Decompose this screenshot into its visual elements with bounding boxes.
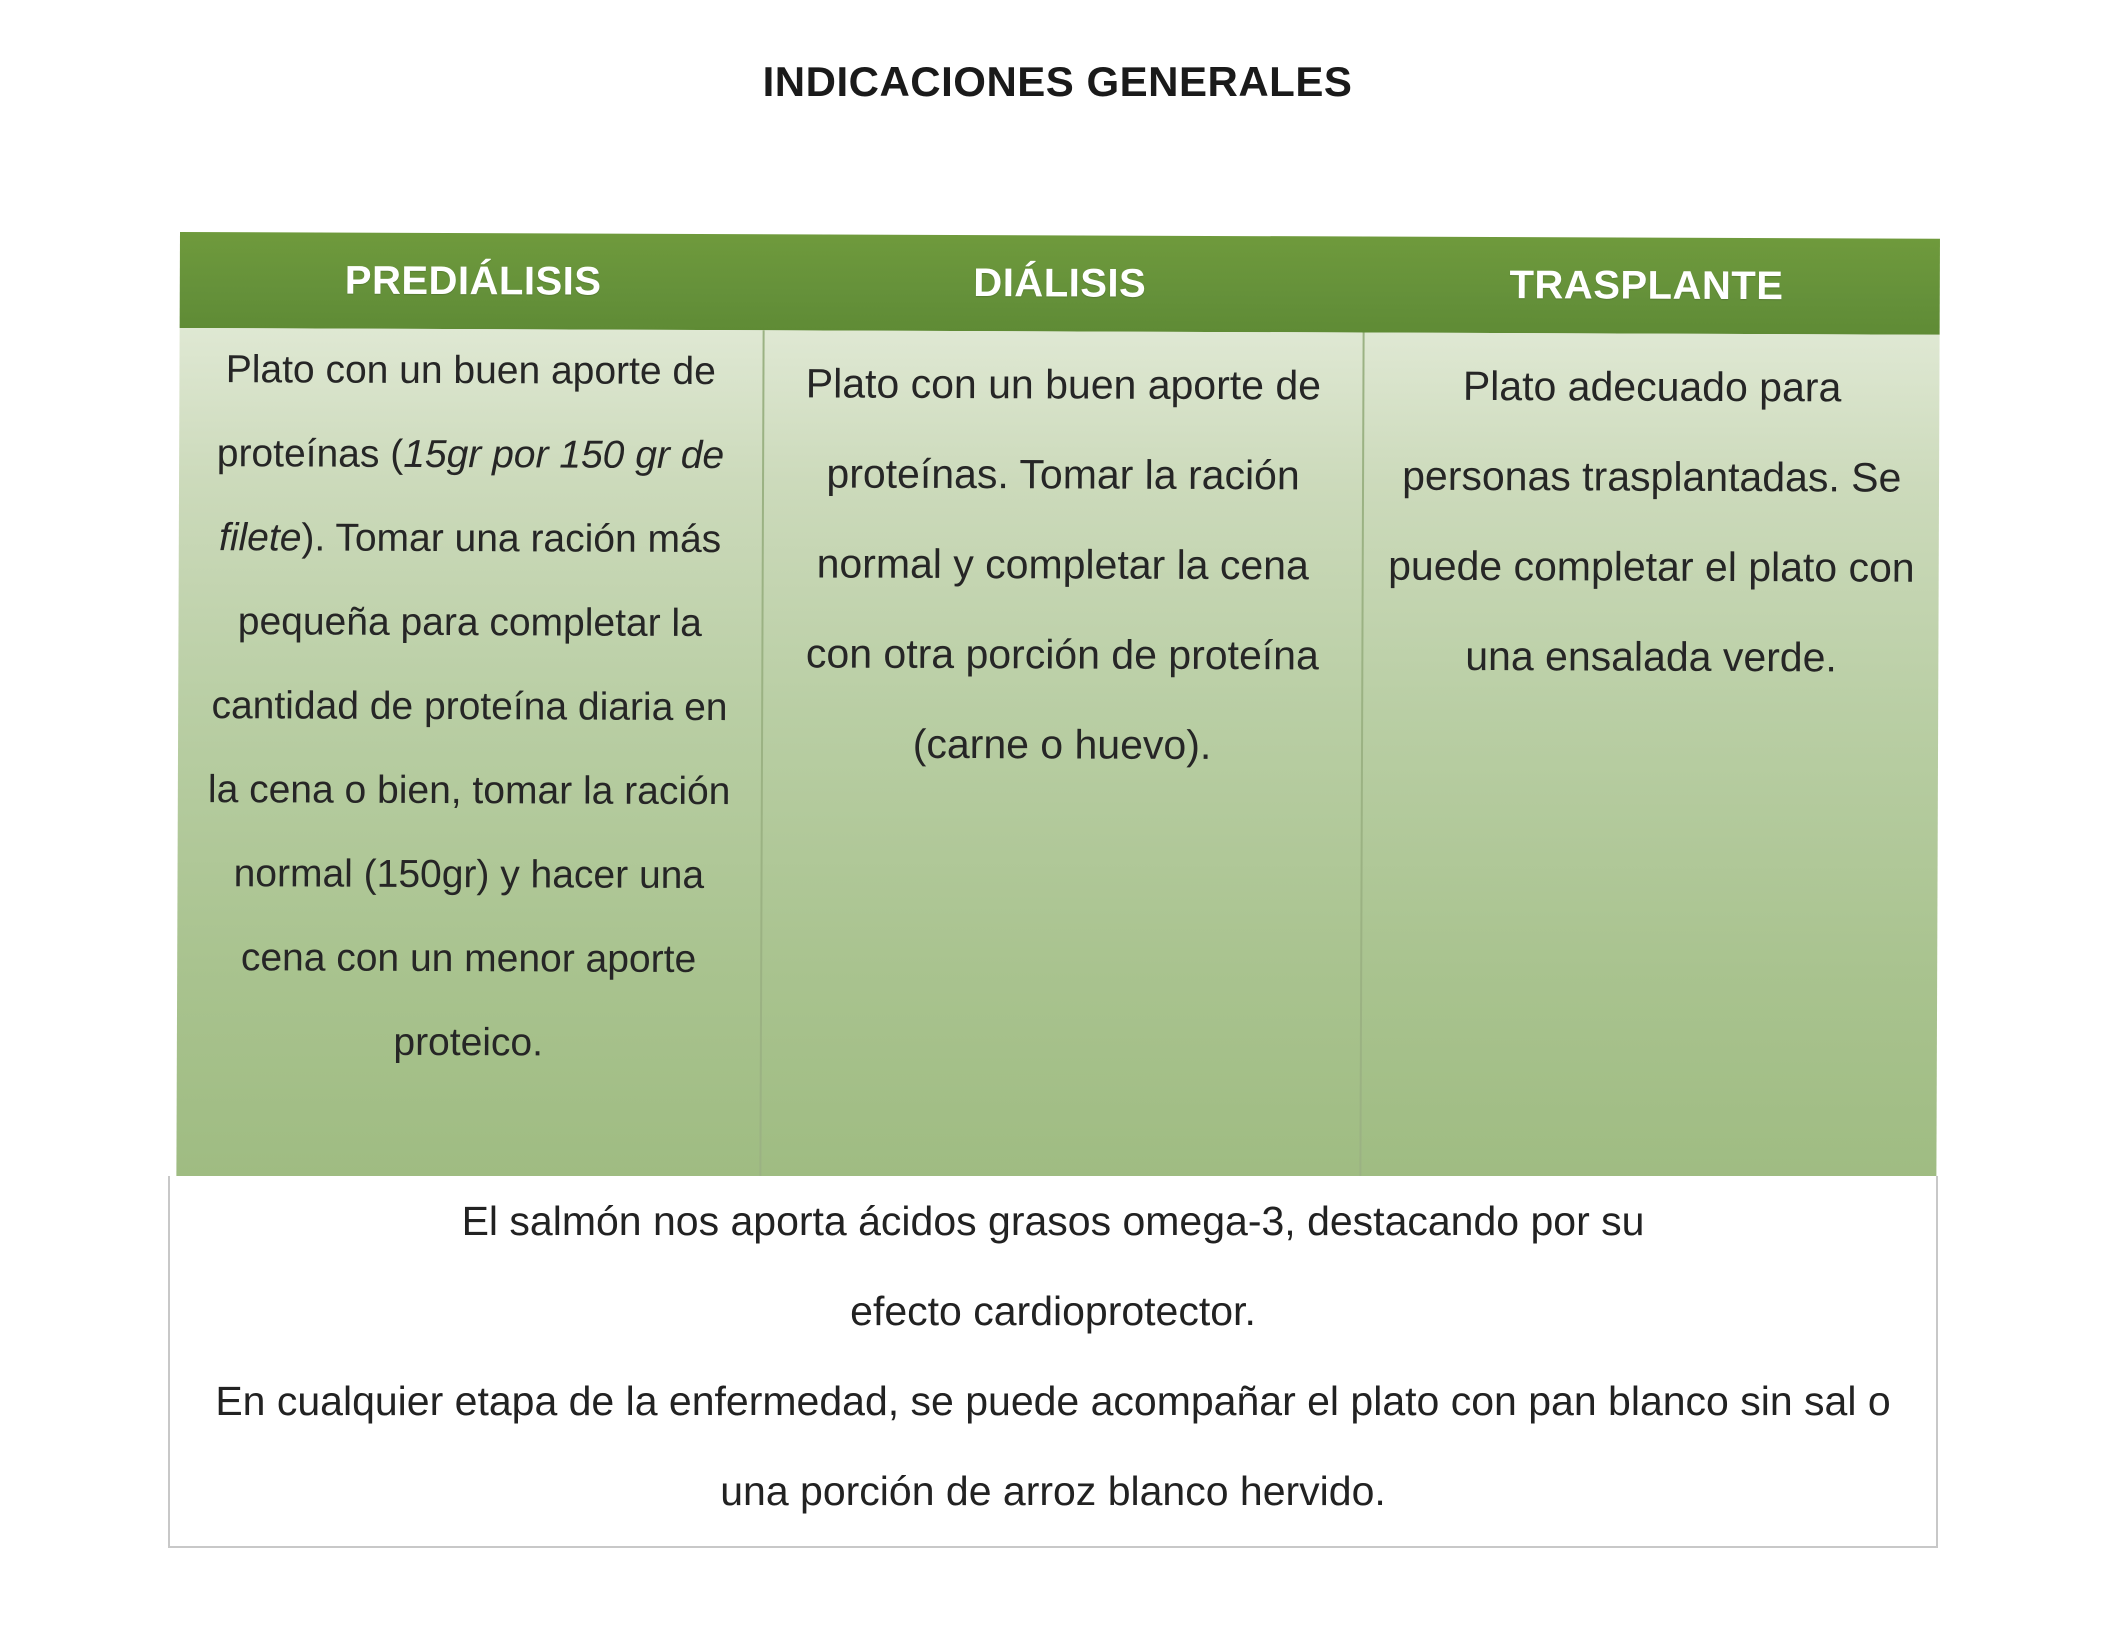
stage-table — [176, 232, 1940, 1183]
header-trasplante: TRASPLANTE — [1509, 262, 1784, 308]
note-omega3: El salmón nos aporta ácidos grasos omega-3, destacando por su efecto cardioprotector. — [461, 1198, 1645, 1334]
table-header-row — [180, 232, 1940, 335]
header-dialisis: DIÁLISIS — [973, 260, 1147, 306]
page-title: INDICACIONES GENERALES — [762, 58, 1353, 105]
general-note — [168, 1176, 1938, 1548]
cell-predialisis — [176, 328, 762, 1178]
table-body-row — [176, 328, 1939, 1183]
cell-predialisis-text-end: ). Tomar una ración más pequeña para completar la cantidad de proteína diaria en la cena o bien, tomar la ración normal (150gr) y hacer una cena con un menor aporte proteico. — [207, 516, 731, 1065]
cell-dialisis: Plato con un buen aporte de proteínas. Tomar la ración normal y completar la cena con otra porción de proteína (carne o huevo). — [759, 330, 1363, 1180]
note-accompaniment: En cualquier etapa de la enfermedad, se puede acompañar el plato con pan blanco sin sal o una porción de arroz blanco hervido. — [215, 1378, 1891, 1514]
header-predialisis: PREDIÁLISIS — [344, 258, 602, 304]
cell-trasplante: Plato adecuado para personas trasplantadas. Se puede completar el plato con una ensalada verde. — [1360, 333, 1940, 1183]
cell-predialisis-text-italic: 15gr por 150 gr de filete — [218, 432, 725, 560]
cell-predialisis-text-start: Plato con un buen aporte de proteínas ( — [216, 348, 716, 476]
